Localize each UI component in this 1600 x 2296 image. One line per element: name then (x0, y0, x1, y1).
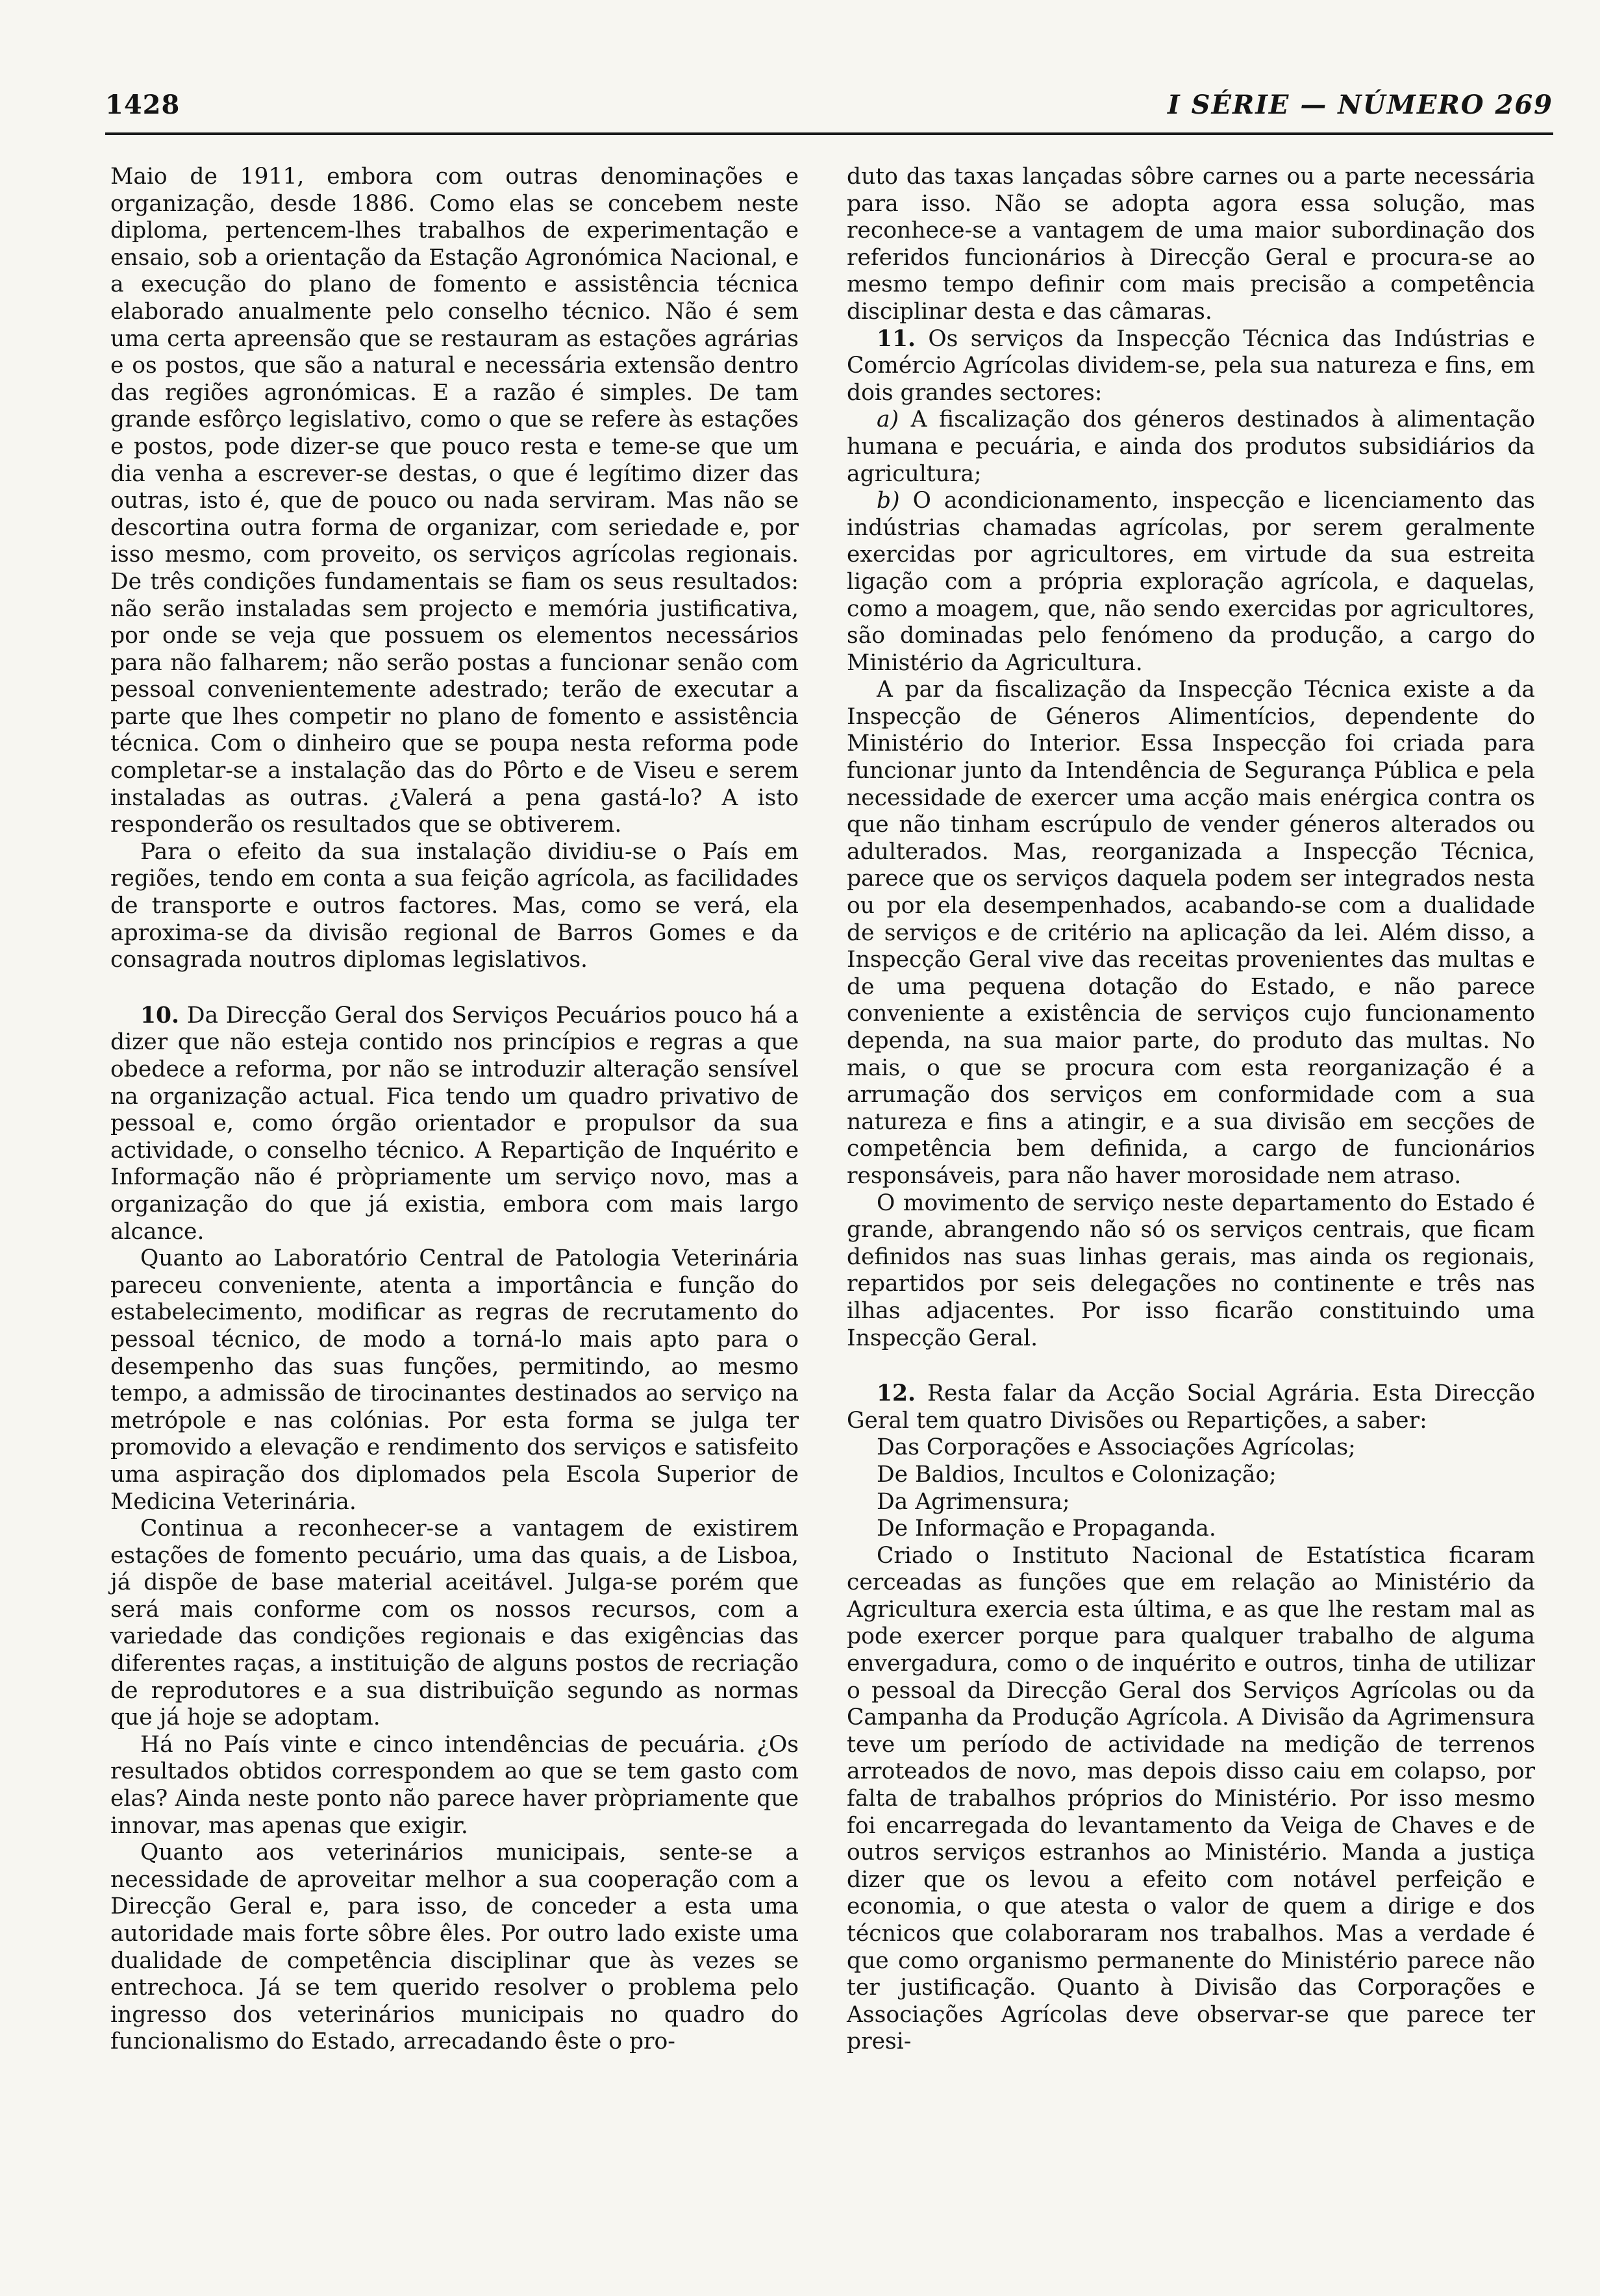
paragraph: A par da fiscalização da Inspecção Técnica existe a da Inspecção de Géneros Alimentícios, dependente do Ministério do Interior. Essa Inspecção foi criada para funcionar junto da Intendência de Segurança Pública e pela necessidade de exercer uma acção mais enérgica contra os que não tinham escrúpulo de vender géneros alterados ou adulterados. Mas, reorganizada a Inspecção Técnica, parece que os serviços daquela podem ser integrados nesta ou por ela desempenhados, acabando-se com a dualidade de serviços e de critério na aplicação da lei. Além disso, a Inspecção Geral vive das receitas provenientes das multas e de uma pequena dotação do Estado, e não parece conveniente a existência de serviços cujo funcionamento dependa, na sua maior parte, do produto das multas. No mais, o que se procura com esta reorganização é a arrumação dos serviços em conformidade com a sua natureza e fins a atingir, e a sua divisão em secções de competência bem definida, a cargo de funcionários responsáveis, para não haver morosidade nem atraso. (847, 677, 1535, 1189)
right-column (847, 164, 1535, 2056)
clause-b (847, 488, 1535, 677)
left-column (110, 164, 799, 2056)
division-list (847, 1434, 1535, 1542)
paragraph: Para o efeito da sua instalação dividiu-se o País em regiões, tendo em conta a sua feição agrícola, as facilidades de transporte e outros factores. Mas, como se verá, ela aproxima-se da divisão regional de Barros Gomes e da consagrada noutros diplomas legislativos. (110, 838, 799, 973)
paragraph: Há no País vinte e cinco intendências de pecuária. ¿Os resultados obtidos correspondem ao que se tem gasto com elas? Ainda neste ponto não parece haver pròpriamente que innovar, mas apenas que exigir. (110, 1731, 799, 1839)
section-number: 11. (877, 325, 916, 352)
clause-text: O acondicionamento, inspecção e licenciamento das indústrias chamadas agrícolas, por serem geralmente exercidas por agricultores, em virtude da sua estreita ligação com a própria exploração agrícola, e daquelas, como a moagem, que, não sendo exercidas por agricultores, são dominadas pelo fenómeno da produção, a cargo do Ministério da Agricultura. (847, 488, 1536, 676)
paragraph: Maio de 1911, embora com outras denominações e organização, desde 1886. Como elas se concebem neste diploma, pertencem-lhes trabalhos de experimentação e ensaio, sob a orientação da Estação Agronómica Nacional, e a execução do plano de fomento e assistência técnica elaborado anualmente pelo conselho técnico. Não é sem uma certa apreensão que se restauram as estações agrárias e os postos, que são a natural e necessária extensão dentro das regiões agronómicas. E a razão é simples. De tam grande esfôrço legislativo, como o que se refere às estações e postos, pode dizer-se que pouco resta e teme-se que um dia venha a escrever-se destas, o que é legítimo dizer das outras, isto é, que de pouco ou nada serviram. Mas não se descortina outra forma de organizar, com seriedade e, por isso mesmo, com proveito, os serviços agrícolas regionais. De três condições fundamentais se fiam os seus resultados: não serão instaladas sem projecto e memória justificativa, por onde se veja que possuem os elementos necessários para não falharem; não serão postas a funcionar senão com pessoal convenientemente adestrado; terão de executar a parte que lhes competir no plano de fomento e assistência técnica. Com o dinheiro que se poupa nesta reforma pode completar-se a instalação das do Pôrto e de Viseu e serem instaladas as outras. ¿Valerá a pena gastá-lo? A isto responderão os resultados que se obtiverem. (110, 164, 799, 838)
clause-text: A fiscalização dos géneros destinados à alimentação humana e pecuária, e ainda dos produtos subsidiários da agricultura; (847, 406, 1535, 487)
paragraph: Criado o Instituto Nacional de Estatística ficaram cerceadas as funções que em relação ao Ministério da Agricultura exercia esta última, e as que lhe restam mal as pode exercer porque para qualquer trabalho de alguma envergadura, como o de inquérito e outros, tinha de utilizar o pessoal da Direcção Geral dos Serviços Agrícolas ou da Campanha da Produção Agrícola. A Divisão da Agrimensura teve um período de actividade na medição de terrenos arroteados de novo, mas depois disso caiu em colapso, por falta de trabalhos próprios do Ministério. Por isso mesmo foi encarregada do levantamento da Veiga de Chaves e de outros serviços estranhos ao Ministério. Manda a justiça dizer que os levou a efeito com notável perfeição e economia, o que atesta o valor de quem a dirige e dos técnicos que colaboraram nos trabalhos. Mas a verdade é que como organismo permanente do Ministério parece não ter justificação. Quanto à Divisão das Corporações e Associações Agrícolas deve observar-se que parece ter presi- (847, 1542, 1535, 2055)
section-12-paragraph (847, 1380, 1535, 1434)
header-rule (105, 132, 1553, 135)
section-number: 12. (877, 1380, 916, 1407)
section-10-paragraph (110, 1003, 799, 1245)
clause-label: b) (877, 488, 900, 514)
section-number: 10. (140, 1002, 180, 1029)
paragraph: Continua a reconhecer-se a vantagem de existirem estações de fomento pecuário, uma das quais, a de Lisboa, já dispõe de base material aceitável. Julga-se porém que será mais conforme com os nossos recursos, com a variedade das condições regionais e das exigências das diferentes raças, a instituição de alguns postos de recriação de reprodutores e a sua distribuïção segundo as normas que já hoje se adoptam. (110, 1516, 799, 1731)
paragraph: O movimento de serviço neste departamento do Estado é grande, abrangendo não só os serviços centrais, que ficam definidos nas suas linhas gerais, mas ainda os regionais, repartidos por seis delegações no continente e três nas ilhas adjacentes. Por isso ficarão constituindo uma Inspecção Geral. (847, 1190, 1535, 1351)
section-text: Da Direcção Geral dos Serviços Pecuários pouco há a dizer que não esteja contido nos princípios e regras a que obedece a reforma, por não se introduzir alteração sensível na organização actual. Fica tendo um quadro privativo de pessoal e, como órgão orientador e propulsor da sua actividade, o conselho técnico. A Repartição de Inquérito e Informação não é pròpriamente um serviço novo, mas a organização do que já existia, embora com mais largo alcance. (110, 1002, 799, 1245)
section-text: Os serviços da Inspecção Técnica das Indústrias e Comércio Agrícolas dividem-se, pela sua natureza e fins, em dois grandes sectores: (847, 325, 1535, 406)
paragraph: Quanto ao Laboratório Central de Patologia Veterinária pareceu conveniente, atenta a importância e função do estabelecimento, modificar as regras de recrutamento do pessoal técnico, de modo a torná-lo mais apto para o desempenho das suas funções, permitindo, ao mesmo tempo, a admissão de tirocinantes destinados ao serviço na metrópole e nas colónias. Por esta forma se julga ter promovido a elevação e rendimento dos serviços e satisfeito uma aspiração dos diplomados pela Escola Superior de Medicina Veterinária. (110, 1245, 799, 1515)
list-item: De Informação e Propaganda. (877, 1516, 1216, 1542)
clause-label: a) (877, 406, 899, 433)
paragraph: duto das taxas lançadas sôbre carnes ou a parte necessária para isso. Não se adopta agora essa solução, mas reconhece-se a vantagem de uma maior subordinação dos referidos funcionários à Direcção Geral e procura-se ao mesmo tempo definir com mais precisão a competência disciplinar desta e das câmaras. (847, 164, 1535, 325)
list-item: Das Corporações e Associações Agrícolas; (877, 1434, 1356, 1461)
section-11-paragraph (847, 326, 1535, 407)
clause-a (847, 406, 1535, 488)
section-text: Resta falar da Acção Social Agrária. Esta Direcção Geral tem quatro Divisões ou Repartições, a saber: (847, 1380, 1535, 1434)
list-item: Da Agrimensura; (877, 1488, 1070, 1515)
page-header (105, 90, 1553, 131)
list-item: De Baldios, Incultos e Colonização; (877, 1461, 1277, 1488)
paragraph: Quanto aos veterinários municipais, sente-se a necessidade de aproveitar melhor a sua cooperação com a Direcção Geral e, para isso, de conceder a esta uma autoridade mais forte sôbre êles. Por outro lado existe uma dualidade de competência disciplinar que às vezes se entrechoca. Já se tem querido resolver o problema pelo ingresso dos veterinários municipais no quadro do funcionalismo do Estado, arrecadando êste o pro- (110, 1840, 799, 2055)
series-issue: I SÉRIE — NÚMERO 269 (1167, 90, 1553, 120)
page-number: 1428 (105, 90, 181, 120)
